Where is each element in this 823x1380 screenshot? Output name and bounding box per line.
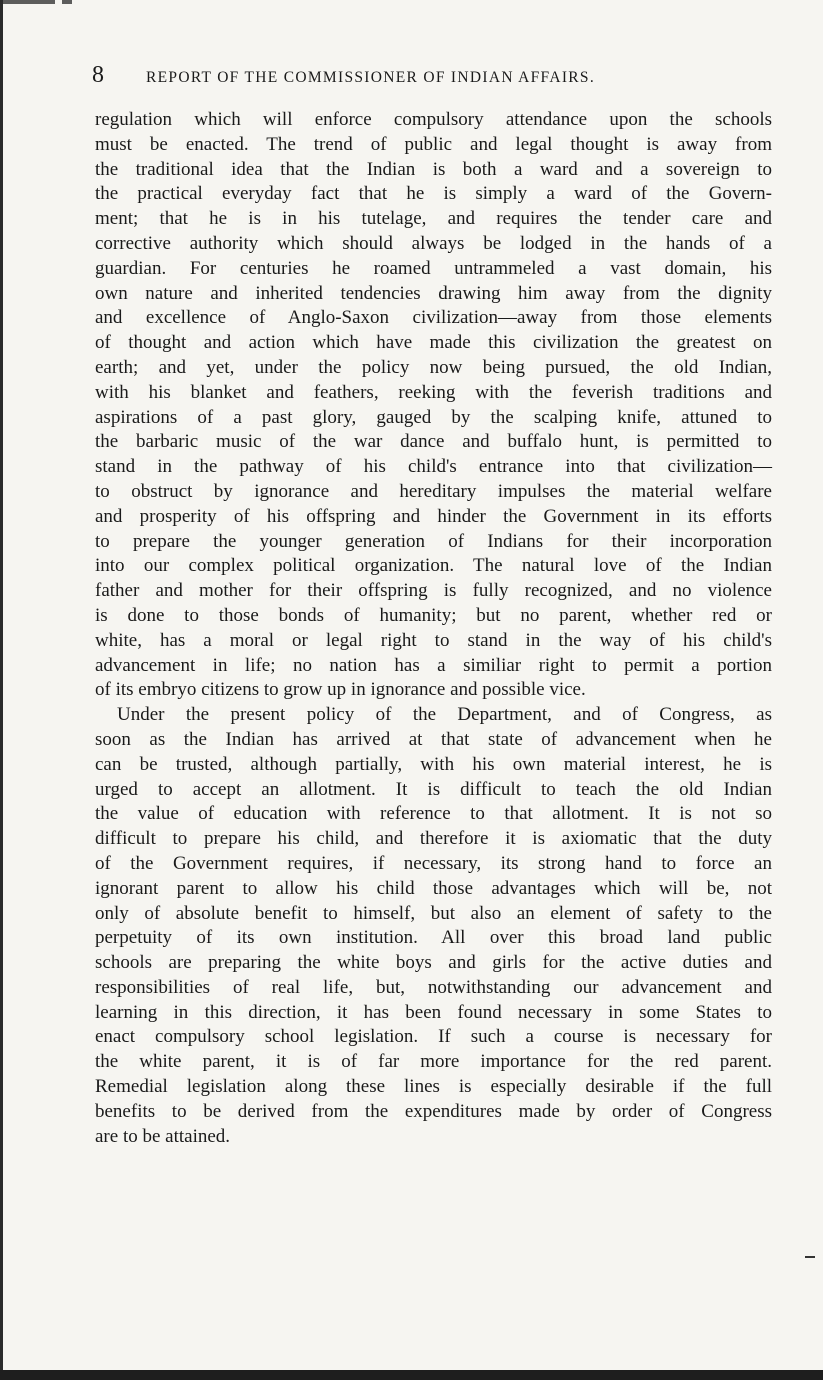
text-line: ment; that he is in his tutelage, and requires the tender care and xyxy=(95,208,772,230)
text-line: can be trusted, although partially, with his own material interest, he is xyxy=(95,753,772,775)
text-line: only of absolute benefit to himself, but also an element of safety to the xyxy=(95,902,772,924)
text-line: advancement in life; no nation has a similiar right to permit a portion xyxy=(95,654,772,676)
text-line: Remedial legislation along these lines is especially desirable if the full xyxy=(95,1076,772,1098)
text-line: responsibilities of real life, but, notwithstanding our advancement and xyxy=(95,976,772,998)
text-line: father and mother for their offspring is fully recognized, and no violence xyxy=(95,580,772,602)
text-line: must be enacted. The trend of public and legal thought is away from xyxy=(95,133,772,155)
text-line: benefits to be derived from the expenditures made by order of Congress xyxy=(95,1100,772,1122)
scan-margin-tick xyxy=(805,1256,815,1258)
text-line: with his blanket and feathers, reeking with the feverish traditions and xyxy=(95,381,772,403)
text-line: corrective authority which should always be lodged in the hands of a xyxy=(95,232,772,254)
text-line: are to be attained. xyxy=(95,1125,231,1147)
text-line: the white parent, it is of far more importance for the red parent. xyxy=(95,1051,772,1073)
text-line: regulation which will enforce compulsory attendance upon the schools xyxy=(95,109,772,130)
text-line: is done to those bonds of humanity; but no parent, whether red or xyxy=(95,604,772,626)
scan-bottom-edge xyxy=(0,1370,823,1380)
text-line: and excellence of Anglo-Saxon civilization—away from those elements xyxy=(95,307,772,329)
text-line: schools are preparing the white boys and girls for the active duties and xyxy=(95,952,772,974)
text-line: enact compulsory school legislation. If such a course is necessary for xyxy=(95,1026,772,1048)
text-line: into our complex political organization. The natural love of the Indian xyxy=(95,555,772,577)
text-line: Under the present policy of the Department, and of Congress, as xyxy=(117,704,772,726)
text-line: own nature and inherited tendencies drawing him away from the dignity xyxy=(95,282,772,304)
text-line: the practical everyday fact that he is simply a ward of the Govern- xyxy=(95,183,772,205)
text-line: guardian. For centuries he roamed untrammeled a vast domain, his xyxy=(95,257,772,279)
text-line: and prosperity of his offspring and hinder the Government in its efforts xyxy=(95,505,772,527)
text-line: earth; and yet, under the policy now being pursued, the old Indian, xyxy=(95,356,772,378)
body-text xyxy=(95,108,772,1149)
page-header xyxy=(92,62,772,96)
scan-left-edge xyxy=(0,0,3,1380)
text-line: the barbaric music of the war dance and buffalo hunt, is permitted to xyxy=(95,431,772,453)
text-line: of the Government requires, if necessary, its strong hand to force an xyxy=(95,852,772,874)
text-line: stand in the pathway of his child's entrance into that civilization— xyxy=(95,456,772,478)
text-line: to obstruct by ignorance and hereditary impulses the material welfare xyxy=(95,480,772,502)
text-line: the value of education with reference to that allotment. It is not so xyxy=(95,803,772,825)
paragraph-2 xyxy=(95,703,772,1149)
text-line: white, has a moral or legal right to stand in the way of his child's xyxy=(95,629,772,651)
text-line: urged to accept an allotment. It is difficult to teach the old Indian xyxy=(95,778,772,800)
text-line: aspirations of a past glory, gauged by the scalping knife, attuned to xyxy=(95,406,772,428)
text-line: ignorant parent to allow his child those advantages which will be, not xyxy=(95,877,772,899)
text-line: to prepare the younger generation of Indians for their incorporation xyxy=(95,530,772,552)
text-line: of thought and action which have made this civilization the greatest on xyxy=(95,332,772,354)
text-line: learning in this direction, it has been found necessary in some States to xyxy=(95,1001,772,1023)
text-line: soon as the Indian has arrived at that state of advancement when he xyxy=(95,728,772,750)
scan-edge-mark xyxy=(0,0,100,4)
text-line: difficult to prepare his child, and therefore it is axiomatic that the duty xyxy=(95,828,772,850)
paragraph-1 xyxy=(95,108,772,703)
text-line: of its embryo citizens to grow up in ignorance and possible vice. xyxy=(95,679,586,701)
page-number: 8 xyxy=(92,62,104,88)
text-line: perpetuity of its own institution. All over this broad land public xyxy=(95,927,772,949)
running-head: REPORT OF THE COMMISSIONER OF INDIAN AFFAIRS. xyxy=(146,69,596,86)
text-line: the traditional idea that the Indian is both a ward and a sovereign to xyxy=(95,158,772,180)
